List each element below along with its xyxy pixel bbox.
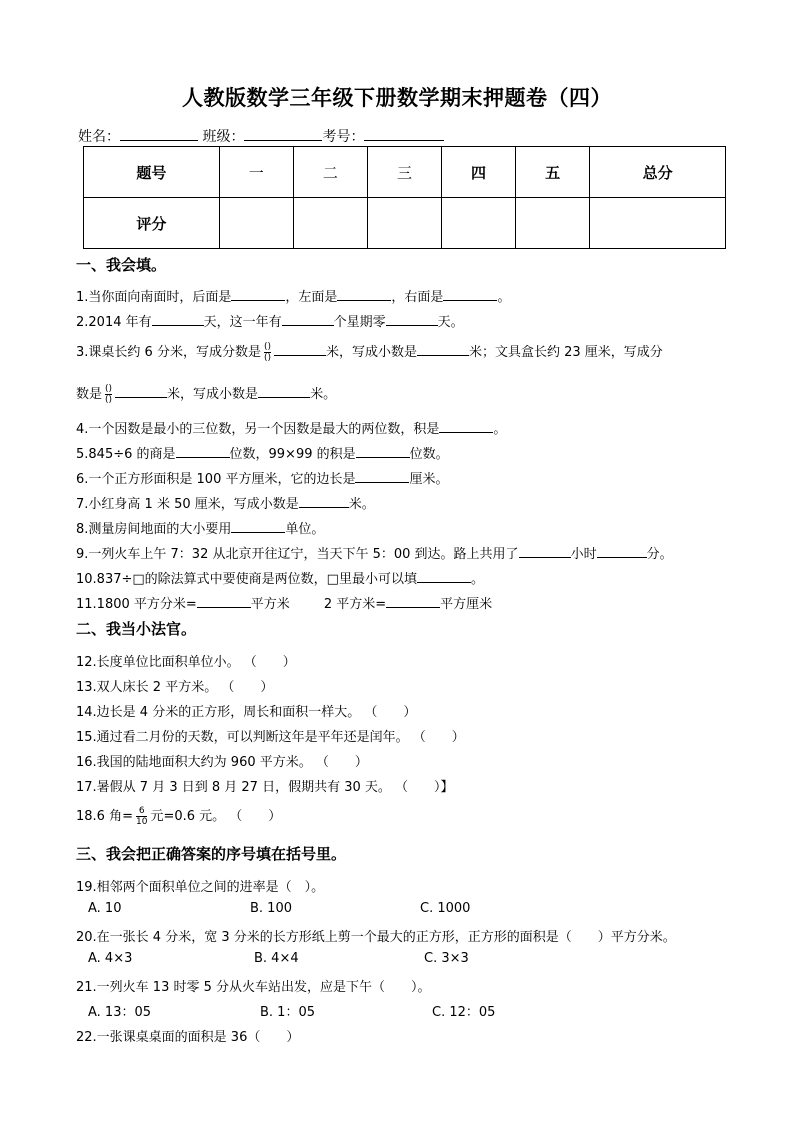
score-cell — [442, 198, 516, 249]
score-table — [83, 146, 726, 249]
header-cell: 一 — [219, 147, 293, 198]
question-3-continued: 数是 $\frac{()}{()}$ 米，写成小数是 米。 — [76, 384, 337, 405]
option-19-b: B. 100 — [250, 901, 292, 916]
question-2: 2.2014 年有 天，这一年有 个星期零 天。 — [76, 311, 464, 330]
question-12: 12.长度单位比面积单位小。 （ ） — [76, 655, 296, 670]
question-19: 19.相邻两个面积单位之间的进率是（ ）。 — [76, 880, 325, 895]
question-13: 13.双人床长 2 平方米。 （ ） — [76, 680, 274, 695]
fraction-blank: $\frac{()}{()}$ — [105, 384, 113, 405]
score-cell — [367, 198, 441, 249]
fraction-blank: $\frac{()}{()}$ — [263, 342, 271, 363]
score-table-score-row — [84, 198, 726, 249]
class-label: 班级： — [202, 129, 245, 145]
question-21: 21.一列火车 13 时零 5 分从火车站出发，应是下午（ ）。 — [76, 980, 431, 995]
question-16: 16.我国的陆地面积大约为 960 平方米。 （ ） — [76, 755, 368, 770]
question-5: 5.845÷6 的商是 位数，99×99 的积是 位数。 — [76, 443, 449, 462]
exam-label: 考号： — [322, 129, 365, 145]
header-cell: 二 — [293, 147, 367, 198]
question-4: 4.一个因数是最小的三位数，另一个因数是最大的两位数，积是 。 — [76, 418, 506, 437]
option-19-a: A. 10 — [88, 901, 122, 916]
option-20-a: A. 4×3 — [88, 951, 133, 966]
header-cell: 总分 — [590, 147, 726, 198]
section-heading-1: 一、我会填。 — [76, 256, 167, 274]
section-heading-3: 三、我会把正确答案的序号填在括号里。 — [76, 845, 347, 863]
question-8: 8.测量房间地面的大小要用 单位。 — [76, 518, 324, 537]
section-heading-2: 二、我当小法官。 — [76, 620, 197, 638]
score-cell — [219, 198, 293, 249]
option-20-b: B. 4×4 — [254, 951, 299, 966]
question-9: 9.一列火车上午 7：32 从北京开往辽宁，当天下午 5：00 到达。路上共用了 小时 分。 — [76, 543, 673, 562]
question-22: 22.一张课桌桌面的面积是 36（ ） — [76, 1030, 300, 1045]
score-cell — [516, 198, 590, 249]
page-title: 人教版数学三年级下册数学期末押题卷（四） — [182, 86, 612, 110]
question-11: 11.1800 平方分米= 平方米 2 平方米= 平方厘米 — [76, 593, 492, 612]
question-18: 18.6 角= $\frac{6}{10}$ 元=0.6 元。 （ ） — [76, 806, 282, 827]
header-cell: 五 — [516, 147, 590, 198]
name-blank — [120, 127, 198, 141]
fraction-six-tenths: $\frac{6}{10}$ — [135, 806, 148, 827]
option-21-b: B. 1：05 — [260, 1005, 315, 1020]
score-cell — [590, 198, 726, 249]
question-6: 6.一个正方形面积是 100 平方厘米，它的边长是 厘米。 — [76, 468, 449, 487]
question-17: 17.暑假从 7 月 3 日到 8 月 27 日，假期共有 30 天。 （ ）】 — [76, 780, 454, 795]
score-cell — [293, 198, 367, 249]
option-21-c: C. 12：05 — [432, 1005, 496, 1020]
header-cell: 题号 — [84, 147, 220, 198]
option-20-c: C. 3×3 — [424, 951, 469, 966]
class-blank — [244, 127, 322, 141]
header-cell: 四 — [442, 147, 516, 198]
score-row-label: 评分 — [84, 198, 220, 249]
score-table-header-row — [84, 147, 726, 198]
header-cell: 三 — [367, 147, 441, 198]
name-label: 姓名： — [78, 129, 120, 145]
option-21-a: A. 13：05 — [88, 1005, 152, 1020]
question-7: 7.小红身高 1 米 50 厘米，写成小数是 米。 — [76, 493, 375, 512]
question-1: 1.当你面向南面时，后面是 ，左面是 ，右面是 。 — [76, 286, 510, 305]
question-10: 10.837÷□的除法算式中要使商是两位数，□里最小可以填 。 — [76, 568, 484, 587]
question-15: 15.通过看二月份的天数，可以判断这年是平年还是闰年。 （ ） — [76, 730, 465, 745]
option-19-c: C. 1000 — [420, 901, 471, 916]
question-14: 14.边长是 4 分米的正方形，周长和面积一样大。 （ ） — [76, 705, 417, 720]
question-20: 20.在一张长 4 分米，宽 3 分米的长方形纸上剪一个最大的正方形，正方形的面积是（ ）平方分米。 — [76, 930, 676, 945]
question-3: 3.课桌长约 6 分米，写成分数是 $\frac{()}{()}$ 米，写成小数是 米；文具盒长约 23 厘米，写成分 — [76, 342, 663, 363]
exam-number-blank — [364, 127, 444, 141]
student-info-line — [78, 126, 444, 146]
